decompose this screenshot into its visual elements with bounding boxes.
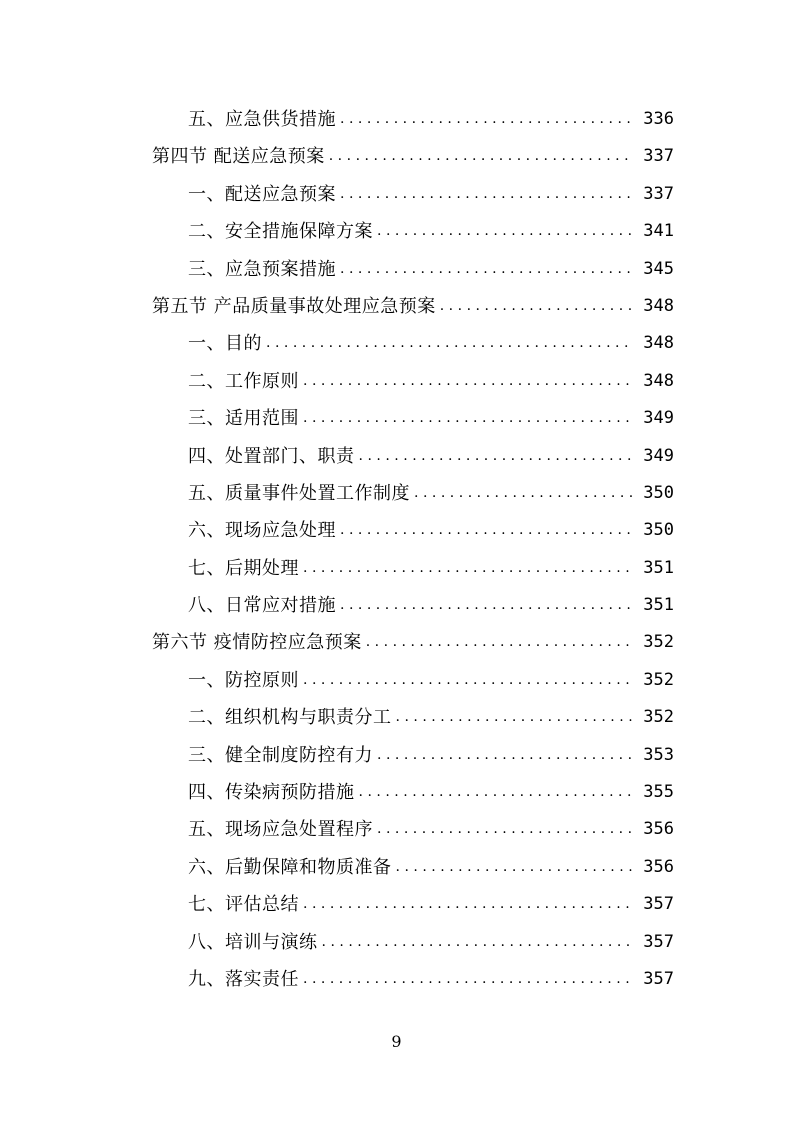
toc-entry-page-number: 357 — [643, 931, 674, 952]
toc-dot-leader — [340, 101, 634, 138]
toc-subsection-entry — [152, 512, 674, 549]
toc-entry-title: 三、应急预案措施 — [188, 258, 336, 280]
toc-entry-title: 五、现场应急处置程序 — [188, 819, 373, 841]
toc-dot-leader — [303, 400, 634, 437]
toc-dot-leader — [340, 587, 634, 624]
toc-entry-page-number: 355 — [643, 782, 674, 803]
toc-entry-title: 一、配送应急预案 — [188, 183, 336, 205]
toc-entry-title: 五、应急供货措施 — [188, 108, 336, 130]
toc-entry-page-number: 348 — [643, 370, 674, 391]
toc-dot-leader — [303, 886, 634, 923]
toc-entry-page-number: 341 — [643, 221, 674, 242]
toc-subsection-entry — [152, 924, 674, 961]
toc-section-entry — [152, 624, 674, 661]
toc-entry-title: 第六节 疫情防控应急预案 — [152, 632, 362, 654]
toc-dot-leader — [322, 924, 635, 961]
toc-dot-leader — [340, 512, 634, 549]
toc-entry-page-number: 356 — [643, 819, 674, 840]
toc-entry-page-number: 356 — [643, 856, 674, 877]
toc-entry-page-number: 337 — [643, 146, 674, 167]
toc-entry-page-number: 357 — [643, 894, 674, 915]
toc-subsection-entry — [152, 363, 674, 400]
toc-entry-title: 三、健全制度防控有力 — [188, 744, 373, 766]
toc-section-entry — [152, 288, 674, 325]
toc-entry-title: 七、评估总结 — [188, 894, 299, 916]
toc-entry-page-number: 351 — [643, 557, 674, 578]
toc-dot-leader — [340, 176, 634, 213]
toc-entry-page-number: 349 — [643, 408, 674, 429]
toc-entry-title: 三、适用范围 — [188, 408, 299, 430]
toc-entry-page-number: 352 — [643, 669, 674, 690]
toc-entry-page-number: 337 — [643, 183, 674, 204]
toc-dot-leader — [359, 438, 635, 475]
toc-dot-leader — [303, 363, 634, 400]
toc-subsection-entry — [152, 213, 674, 250]
toc-entry-title: 九、落实责任 — [188, 968, 299, 990]
toc-subsection-entry — [152, 438, 674, 475]
toc-subsection-entry — [152, 475, 674, 512]
toc-subsection-entry — [152, 774, 674, 811]
toc-subsection-entry — [152, 587, 674, 624]
toc-entry-page-number: 348 — [643, 333, 674, 354]
toc-dot-leader — [303, 550, 634, 587]
toc-entry-title: 六、现场应急处理 — [188, 520, 336, 542]
toc-dot-leader — [377, 811, 634, 848]
toc-entry-page-number: 350 — [643, 482, 674, 503]
toc-entry-page-number: 350 — [643, 520, 674, 541]
toc-entry-title: 一、防控原则 — [188, 669, 299, 691]
toc-subsection-entry — [152, 886, 674, 923]
toc-section-entry — [152, 138, 674, 175]
toc-dot-leader — [266, 325, 634, 362]
toc-entry-title: 四、处置部门、职责 — [188, 445, 355, 467]
toc-entry-page-number: 345 — [643, 258, 674, 279]
toc-subsection-entry — [152, 400, 674, 437]
toc-dot-leader — [377, 213, 634, 250]
toc-subsection-entry — [152, 325, 674, 362]
toc-entry-title: 第五节 产品质量事故处理应急预案 — [152, 295, 436, 317]
toc-dot-leader — [329, 138, 634, 175]
toc-subsection-entry — [152, 811, 674, 848]
toc-dot-leader — [340, 251, 634, 288]
toc-entry-page-number: 336 — [643, 108, 674, 129]
toc-entry-title: 五、质量事件处置工作制度 — [188, 482, 410, 504]
toc-dot-leader — [377, 737, 634, 774]
toc-entry-page-number: 349 — [643, 445, 674, 466]
toc-entry-title: 四、传染病预防措施 — [188, 782, 355, 804]
toc-entry-title: 七、后期处理 — [188, 557, 299, 579]
toc-entry-title: 八、培训与演练 — [188, 931, 318, 953]
toc-subsection-entry — [152, 251, 674, 288]
toc-entry-title: 第四节 配送应急预案 — [152, 146, 325, 168]
toc-dot-leader — [396, 849, 635, 886]
toc-entry-page-number: 351 — [643, 595, 674, 616]
toc-dot-leader — [303, 662, 634, 699]
toc-dot-leader — [440, 288, 634, 325]
toc-dot-leader — [359, 774, 635, 811]
toc-subsection-entry — [152, 550, 674, 587]
toc-entry-title: 二、工作原则 — [188, 370, 299, 392]
table-of-contents — [152, 101, 674, 998]
toc-entry-title: 一、目的 — [188, 333, 262, 355]
toc-dot-leader — [396, 699, 635, 736]
toc-subsection-entry — [152, 737, 674, 774]
toc-subsection-entry — [152, 176, 674, 213]
toc-entry-title: 二、安全措施保障方案 — [188, 221, 373, 243]
toc-dot-leader — [414, 475, 634, 512]
toc-entry-title: 六、后勤保障和物质准备 — [188, 856, 392, 878]
toc-entry-page-number: 352 — [643, 707, 674, 728]
toc-subsection-entry — [152, 961, 674, 998]
toc-entry-page-number: 348 — [643, 295, 674, 316]
toc-entry-title: 二、组织机构与职责分工 — [188, 707, 392, 729]
toc-entry-title: 八、日常应对措施 — [188, 595, 336, 617]
page-number: 9 — [391, 1032, 402, 1051]
toc-dot-leader — [303, 961, 634, 998]
toc-entry-page-number: 353 — [643, 744, 674, 765]
toc-subsection-entry — [152, 101, 674, 138]
toc-subsection-entry — [152, 699, 674, 736]
toc-dot-leader — [366, 624, 634, 661]
toc-entry-page-number: 357 — [643, 968, 674, 989]
toc-subsection-entry — [152, 662, 674, 699]
toc-subsection-entry — [152, 849, 674, 886]
toc-entry-page-number: 352 — [643, 632, 674, 653]
